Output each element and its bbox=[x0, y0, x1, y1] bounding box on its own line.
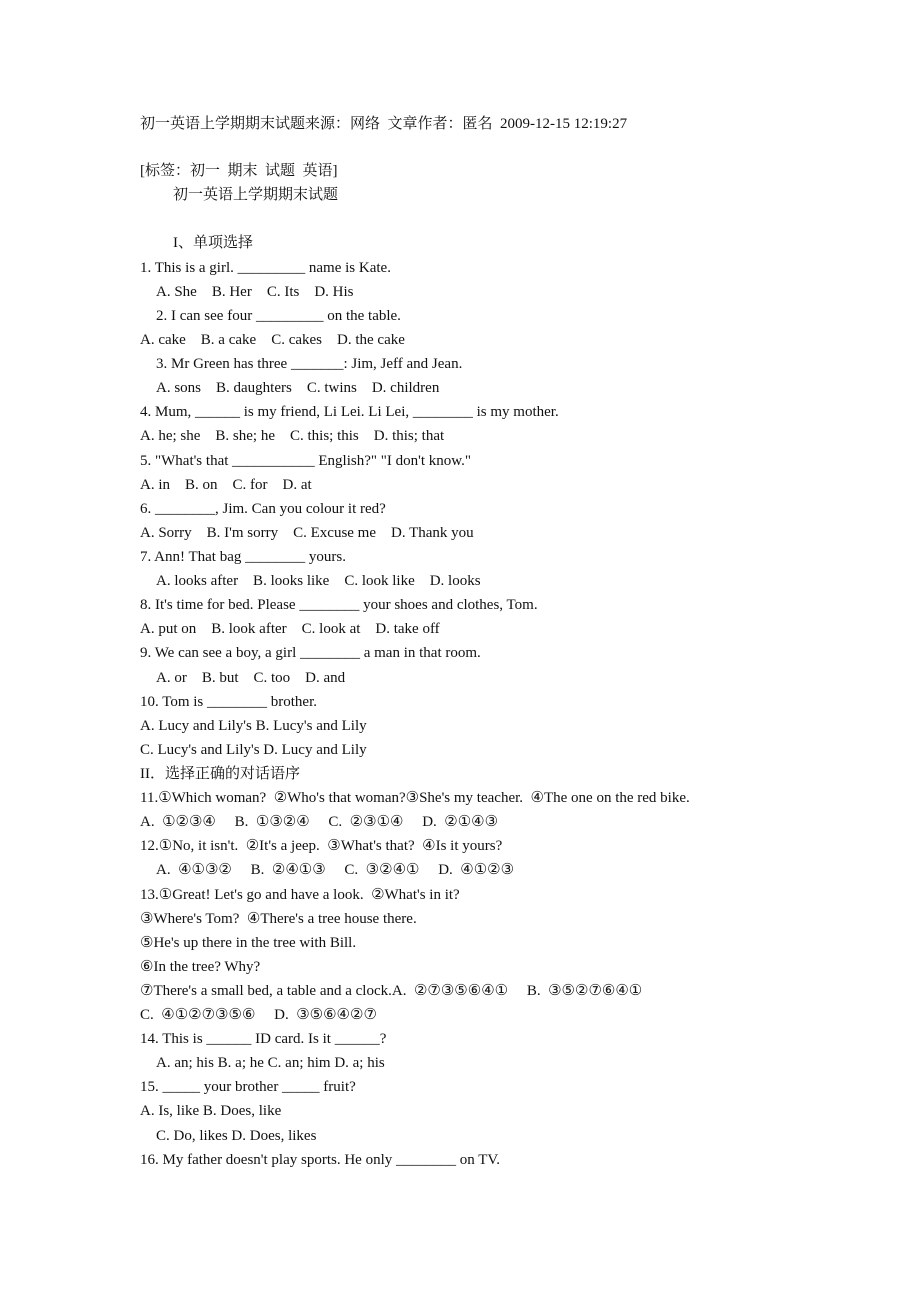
doc-title: 初一英语上学期期末试题 bbox=[173, 187, 339, 203]
options-line: A. sons B. daughters C. twins D. children bbox=[156, 380, 440, 396]
options-line: C. Lucy's and Lily's D. Lucy and Lily bbox=[140, 742, 367, 758]
options-line: A. Lucy and Lily's B. Lucy's and Lily bbox=[140, 718, 367, 734]
question-line: 11.①Which woman? ②Who's that woman?③She's my teacher. ④The one on the red bike. bbox=[140, 790, 690, 806]
question-line: ③Where's Tom? ④There's a tree house there. bbox=[140, 911, 417, 927]
question-line: 1. This is a girl. _________ name is Kate. bbox=[140, 260, 391, 276]
tags-line: [标签：初一 期末 试题 英语] bbox=[140, 163, 338, 179]
options-line: A. Is, like B. Does, like bbox=[140, 1103, 282, 1119]
question-line: 16. My father doesn't play sports. He only ________ on TV. bbox=[140, 1152, 501, 1168]
question-line: 15. _____ your brother _____ fruit? bbox=[140, 1079, 356, 1095]
options-line: A. or B. but C. too D. and bbox=[156, 670, 346, 686]
question-line: ⑤He's up there in the tree with Bill. bbox=[140, 935, 357, 951]
section-heading: I、单项选择 bbox=[173, 235, 253, 251]
question-line: 8. It's time for bed. Please ________ your shoes and clothes, Tom. bbox=[140, 597, 538, 613]
question-line: 9. We can see a boy, a girl ________ a man in that room. bbox=[140, 645, 481, 661]
question-line: 13.①Great! Let's go and have a look. ②What's in it? bbox=[140, 887, 460, 903]
options-line: A. ④①③② B. ②④①③ C. ③②④① D. ④①②③ bbox=[156, 862, 515, 878]
question-line: 3. Mr Green has three _______: Jim, Jeff and Jean. bbox=[156, 356, 463, 372]
question-line: 10. Tom is ________ brother. bbox=[140, 694, 318, 710]
question-line: ⑥In the tree? Why? bbox=[140, 959, 261, 975]
doc-header-line: 初一英语上学期期末试题来源：网络 文章作者：匿名 2009-12-15 12:19:27 bbox=[140, 116, 628, 132]
options-line: A. in B. on C. for D. at bbox=[140, 477, 312, 493]
question-line: 6. ________, Jim. Can you colour it red? bbox=[140, 501, 386, 517]
question-line: 14. This is ______ ID card. Is it ______? bbox=[140, 1031, 387, 1047]
options-line: A. ①②③④ B. ①③②④ C. ②③①④ D. ②①④③ bbox=[140, 814, 499, 830]
options-line: A. looks after B. looks like C. look like D. looks bbox=[156, 573, 481, 589]
options-line: A. cake B. a cake C. cakes D. the cake bbox=[140, 332, 405, 348]
options-line: C. Do, likes D. Does, likes bbox=[156, 1128, 317, 1144]
question-line: 5. "What's that ___________ English?" "I don't know." bbox=[140, 453, 471, 469]
question-line: 7. Ann! That bag ________ yours. bbox=[140, 549, 346, 565]
question-line: 2. I can see four _________ on the table. bbox=[156, 308, 401, 324]
options-line: A. She B. Her C. Its D. His bbox=[156, 284, 354, 300]
question-line: 4. Mum, ______ is my friend, Li Lei. Li Lei, ________ is my mother. bbox=[140, 404, 559, 420]
question-line: 12.①No, it isn't. ②It's a jeep. ③What's that? ④Is it yours? bbox=[140, 838, 503, 854]
options-line: A. an; his B. a; he C. an; him D. a; his bbox=[156, 1055, 385, 1071]
options-line: C. ④①②⑦③⑤⑥ D. ③⑤⑥④②⑦ bbox=[140, 1007, 377, 1023]
question-line: ⑦There's a small bed, a table and a clock.A. ②⑦③⑤⑥④① B. ③⑤②⑦⑥④① bbox=[140, 983, 643, 999]
section-heading: II．选择正确的对话语序 bbox=[140, 766, 300, 782]
options-line: A. he; she B. she; he C. this; this D. this; that bbox=[140, 428, 445, 444]
options-line: A. Sorry B. I'm sorry C. Excuse me D. Thank you bbox=[140, 525, 474, 541]
options-line: A. put on B. look after C. look at D. take off bbox=[140, 621, 440, 637]
